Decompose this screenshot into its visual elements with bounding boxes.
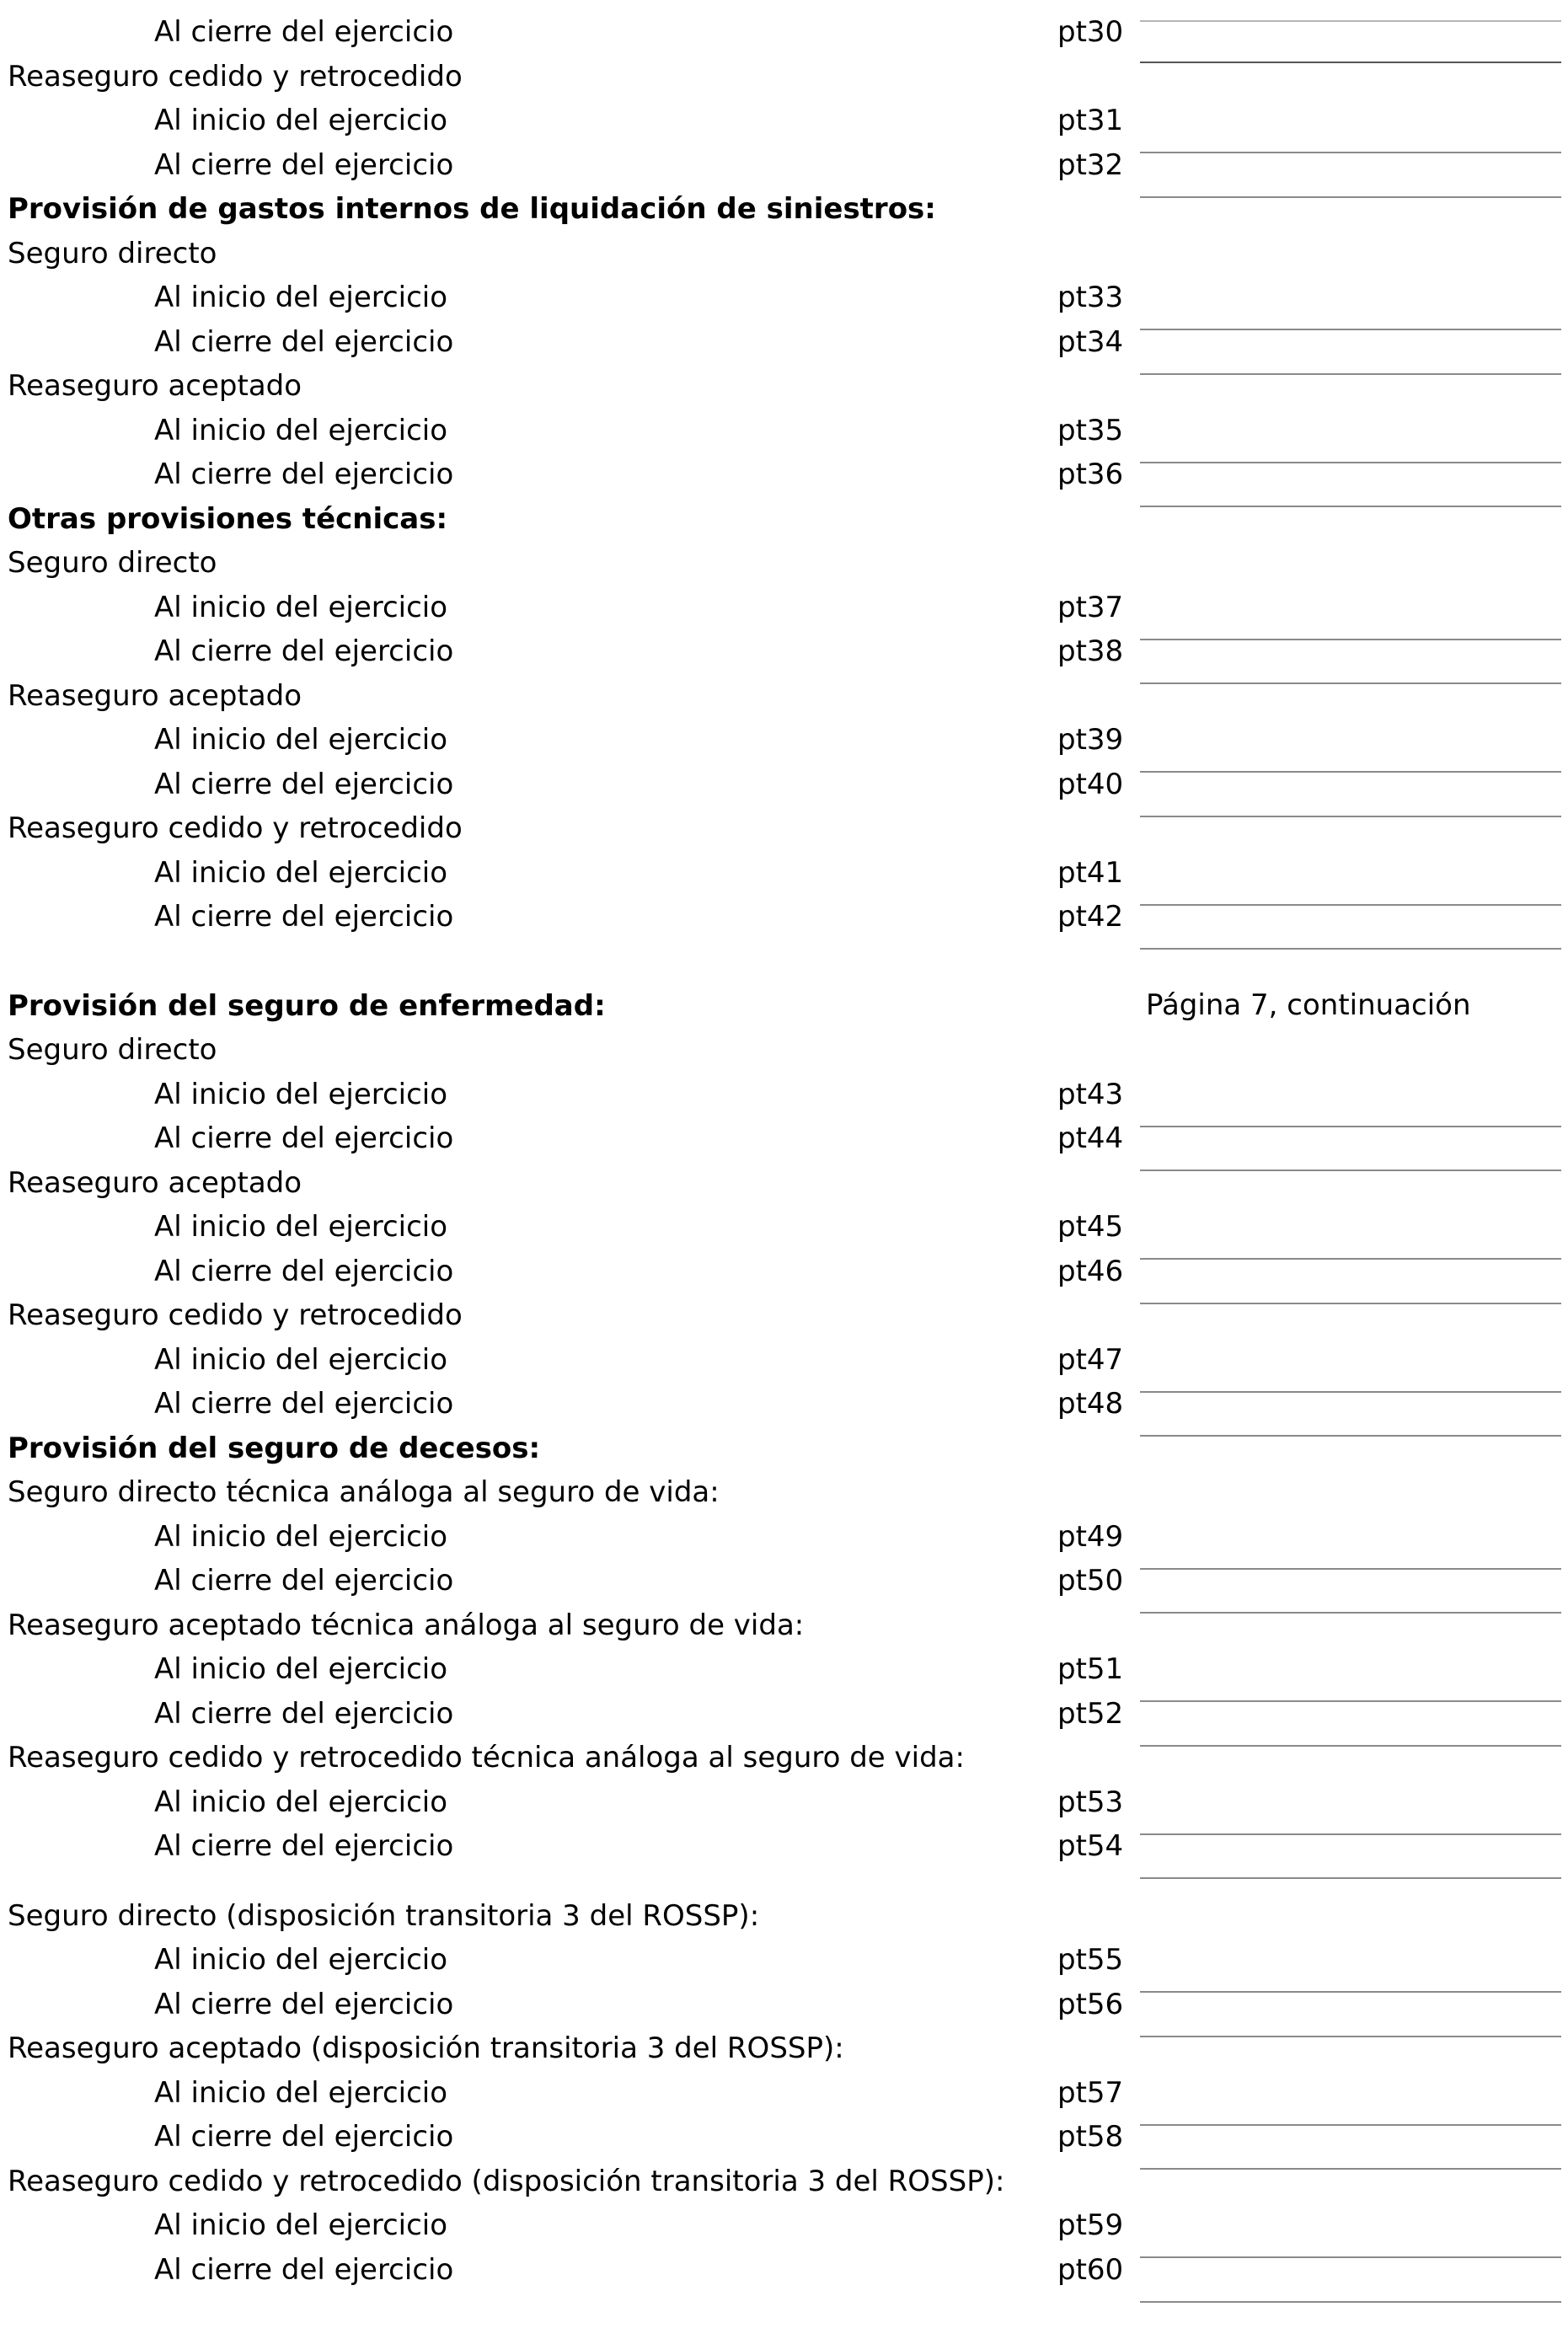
group-heading: Seguro directo	[8, 1033, 217, 1067]
group-heading-row	[0, 55, 1568, 99]
field-code: pt51	[1057, 1652, 1124, 1686]
section-heading: Provisión del seguro de enfermedad:	[8, 989, 606, 1023]
group-heading-row	[0, 1894, 1568, 1938]
group-heading-row	[0, 2026, 1568, 2070]
form-row	[0, 452, 1568, 496]
page-continuation-note: Página 7, continuación	[1146, 988, 1471, 1022]
field-code: pt54	[1057, 1829, 1124, 1863]
field-code: pt60	[1057, 2253, 1124, 2287]
field-code: pt42	[1057, 900, 1124, 934]
field-code: pt35	[1057, 414, 1124, 447]
row-label: Al inicio del ejercicio	[154, 1343, 448, 1377]
form-row	[0, 1073, 1568, 1116]
form-row	[0, 99, 1568, 142]
group-heading-row	[0, 1470, 1568, 1514]
field-code: pt41	[1057, 856, 1124, 890]
group-heading-row	[0, 806, 1568, 850]
form-row	[0, 1559, 1568, 1603]
row-label: Al cierre del ejercicio	[154, 1697, 454, 1731]
row-label: Al cierre del ejercicio	[154, 1387, 454, 1421]
field-code: pt40	[1057, 768, 1124, 801]
field-code: pt56	[1057, 1988, 1124, 2021]
group-heading: Seguro directo	[8, 546, 217, 580]
row-label: Al inicio del ejercicio	[154, 104, 448, 137]
section-heading: Otras provisiones técnicas:	[8, 502, 448, 536]
form-row	[0, 1205, 1568, 1249]
row-label: Al cierre del ejercicio	[154, 634, 454, 668]
form-row	[0, 1780, 1568, 1824]
group-heading: Reaseguro cedido y retrocedido (disposición transitoria 3 del ROSSP):	[8, 2165, 1005, 2198]
field-code: pt46	[1057, 1255, 1124, 1288]
form-row	[0, 2203, 1568, 2247]
row-label: Al cierre del ejercicio	[154, 2120, 454, 2154]
form-row	[0, 2248, 1568, 2292]
row-label: Al inicio del ejercicio	[154, 1078, 448, 1111]
field-code: pt49	[1057, 1520, 1124, 1554]
form-row	[0, 1515, 1568, 1559]
form-row	[0, 1983, 1568, 2026]
field-code: pt59	[1057, 2208, 1124, 2242]
row-label: Al cierre del ejercicio	[154, 1988, 454, 2021]
row-label: Al cierre del ejercicio	[154, 15, 454, 49]
field-code: pt39	[1057, 723, 1124, 757]
form-row	[0, 763, 1568, 806]
group-heading: Seguro directo técnica análoga al seguro de vida:	[8, 1475, 720, 1509]
row-label: Al inicio del ejercicio	[154, 1520, 448, 1554]
row-label: Al inicio del ejercicio	[154, 1652, 448, 1686]
row-label: Al inicio del ejercicio	[154, 1210, 448, 1244]
group-heading: Reaseguro aceptado (disposición transitoria 3 del ROSSP):	[8, 2031, 844, 2065]
group-heading: Reaseguro aceptado	[8, 1166, 302, 1200]
row-label: Al cierre del ejercicio	[154, 1829, 454, 1863]
section-heading-row	[0, 984, 1568, 1028]
group-heading-row	[0, 232, 1568, 276]
group-heading: Seguro directo (disposición transitoria 3 del ROSSP):	[8, 1899, 760, 1933]
row-label: Al inicio del ejercicio	[154, 1943, 448, 1977]
form-row	[0, 851, 1568, 895]
field-code: pt31	[1057, 104, 1124, 137]
group-heading-row	[0, 674, 1568, 718]
field-code: pt33	[1057, 281, 1124, 314]
group-heading: Reaseguro cedido y retrocedido	[8, 1298, 463, 1332]
form-row	[0, 276, 1568, 319]
form-row	[0, 1647, 1568, 1691]
form-row	[0, 2115, 1568, 2159]
field-code: pt37	[1057, 591, 1124, 624]
value-field[interactable]	[1140, 907, 1561, 950]
field-code: pt36	[1057, 458, 1124, 491]
group-heading: Seguro directo	[8, 237, 217, 270]
section-heading: Provisión del seguro de decesos:	[8, 1432, 541, 1465]
row-label: Al cierre del ejercicio	[154, 1255, 454, 1288]
field-code: pt50	[1057, 1564, 1124, 1598]
row-label: Al inicio del ejercicio	[154, 856, 448, 890]
value-field[interactable]	[1140, 1836, 1561, 1879]
form-row	[0, 1116, 1568, 1160]
group-heading-row	[0, 1161, 1568, 1205]
row-label: Al inicio del ejercicio	[154, 723, 448, 757]
field-code: pt53	[1057, 1785, 1124, 1819]
section-heading: Provisión de gastos internos de liquidación de siniestros:	[8, 192, 936, 226]
value-field[interactable]	[1140, 2260, 1561, 2303]
section-heading-row	[0, 187, 1568, 231]
form-row	[0, 1824, 1568, 1868]
group-heading-row	[0, 1603, 1568, 1647]
group-heading: Reaseguro cedido y retrocedido	[8, 60, 463, 94]
group-heading-row	[0, 541, 1568, 585]
group-heading-row	[0, 1293, 1568, 1337]
form-row	[0, 629, 1568, 673]
field-code: pt48	[1057, 1387, 1124, 1421]
field-code: pt58	[1057, 2120, 1124, 2154]
form-row	[0, 10, 1568, 54]
row-label: Al inicio del ejercicio	[154, 2076, 448, 2110]
group-heading: Reaseguro aceptado	[8, 679, 302, 713]
row-label: Al cierre del ejercicio	[154, 768, 454, 801]
group-heading-row	[0, 2160, 1568, 2203]
field-code: pt55	[1057, 1943, 1124, 1977]
form-row	[0, 1338, 1568, 1382]
field-code: pt43	[1057, 1078, 1124, 1111]
group-heading-row	[0, 364, 1568, 408]
field-code: pt57	[1057, 2076, 1124, 2110]
form-row	[0, 320, 1568, 364]
form-row	[0, 1250, 1568, 1293]
form-row	[0, 2071, 1568, 2115]
group-heading: Reaseguro cedido y retrocedido técnica análoga al seguro de vida:	[8, 1741, 965, 1774]
form-row	[0, 586, 1568, 629]
row-label: Al cierre del ejercicio	[154, 2253, 454, 2287]
row-label: Al inicio del ejercicio	[154, 1785, 448, 1819]
field-code: pt32	[1057, 148, 1124, 182]
form-row	[0, 718, 1568, 762]
form-row	[0, 143, 1568, 187]
group-heading: Reaseguro cedido y retrocedido	[8, 811, 463, 845]
row-label: Al cierre del ejercicio	[154, 325, 454, 359]
row-label: Al inicio del ejercicio	[154, 591, 448, 624]
field-code: pt47	[1057, 1343, 1124, 1377]
form-row	[0, 1938, 1568, 1982]
section-heading-row	[0, 1426, 1568, 1470]
row-label: Al cierre del ejercicio	[154, 148, 454, 182]
row-label: Al cierre del ejercicio	[154, 1121, 454, 1155]
field-code: pt30	[1057, 15, 1124, 49]
group-heading-row	[0, 1736, 1568, 1780]
field-code: pt34	[1057, 325, 1124, 359]
group-heading: Reaseguro aceptado técnica análoga al seguro de vida:	[8, 1608, 805, 1642]
row-label: Al inicio del ejercicio	[154, 2208, 448, 2242]
field-code: pt45	[1057, 1210, 1124, 1244]
group-heading: Reaseguro aceptado	[8, 369, 302, 403]
row-label: Al cierre del ejercicio	[154, 900, 454, 934]
form-row	[0, 1382, 1568, 1426]
form-row	[0, 895, 1568, 939]
row-label: Al cierre del ejercicio	[154, 1564, 454, 1598]
row-label: Al cierre del ejercicio	[154, 458, 454, 491]
form-row	[0, 409, 1568, 452]
field-code: pt44	[1057, 1121, 1124, 1155]
group-heading-row	[0, 1028, 1568, 1072]
row-label: Al inicio del ejercicio	[154, 281, 448, 314]
field-code: pt52	[1057, 1697, 1124, 1731]
field-code: pt38	[1057, 634, 1124, 668]
section-heading-row	[0, 497, 1568, 541]
row-label: Al inicio del ejercicio	[154, 414, 448, 447]
form-row	[0, 1692, 1568, 1736]
